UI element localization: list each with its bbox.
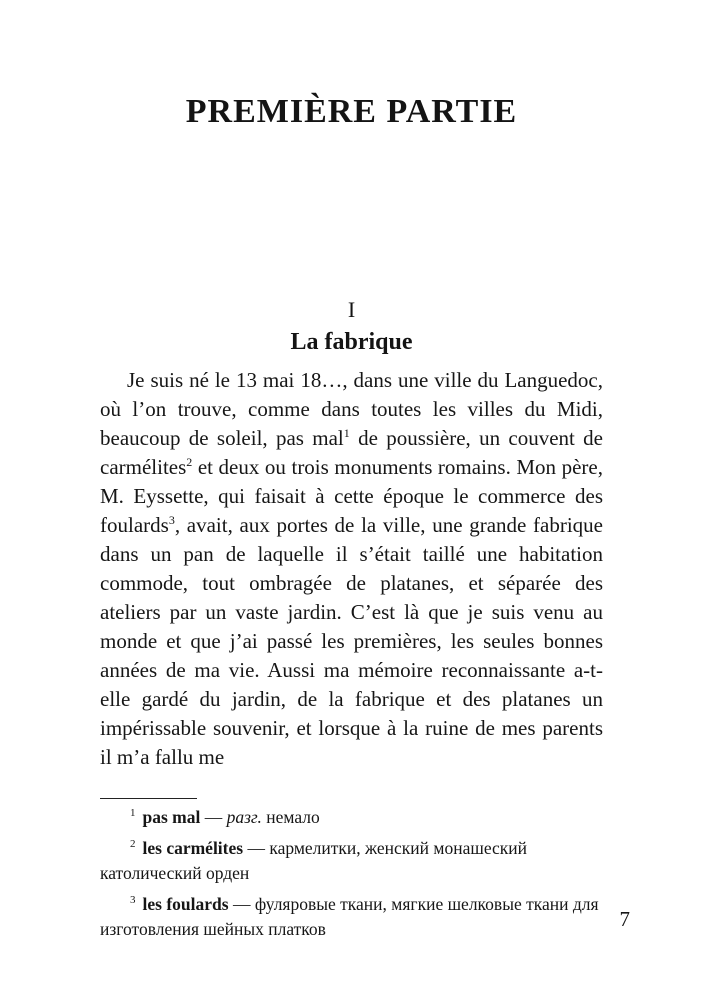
- footnote-text: фуляровые ткани, мягкие шелковые ткани для изготовления шейных платков: [100, 894, 599, 939]
- footnote-marker: 3: [130, 894, 136, 907]
- footnote-separator: [100, 798, 197, 799]
- footnote-lang-label: разг.: [226, 807, 262, 827]
- footnote-2: [100, 836, 603, 886]
- footnote-text: немало: [261, 807, 320, 827]
- page-number: 7: [619, 907, 630, 931]
- part-title: PREMIÈRE PARTIE: [185, 93, 518, 130]
- body-text-segment: et deux ou trois monuments romains. Mon père, M. Eyssette, qui faisait à cette époque le commerce des foulards: [100, 455, 603, 537]
- chapter-number: I: [347, 297, 356, 322]
- footnote-3: [100, 892, 603, 942]
- body-paragraph: [100, 366, 603, 772]
- footnote-ref-3: 3: [168, 513, 175, 527]
- footnote-dash: —: [200, 807, 227, 827]
- chapter-title: La fabrique: [290, 329, 413, 355]
- footnote-text: кармелитки, женский монашеский католический орден: [100, 838, 528, 883]
- footnote-dash: —: [243, 838, 270, 858]
- footnote-ref-1: 1: [343, 426, 350, 440]
- body-text-segment: de poussière, un couvent de carmélites: [100, 426, 604, 479]
- footnote-marker: 2: [130, 838, 136, 851]
- footnote-marker: 1: [130, 807, 136, 820]
- footnote-term: les carmélites: [142, 838, 244, 858]
- footnote-1: [100, 805, 603, 830]
- footnote-ref-2: 2: [186, 455, 193, 469]
- body-text-segment: , avait, aux portes de la ville, une grande fabrique dans un pan de laquelle il s’était taillé une habitation commode, tout ombragée de platanes, et séparée des ateliers par un vaste jardin. C’est là que je suis venu au monde et que j’ai passé les premières, les seules bonnes années de ma vie. Aussi ma mémoire reconnaissante a-t-elle gardé du jardin, de la fabrique et des platanes un impérissable souvenir, et lorsque à la ruine de mes parents il m’a fallu me: [100, 513, 603, 769]
- footnotes-section: [100, 798, 603, 942]
- footnote-term: les foulards: [142, 894, 229, 914]
- footnote-dash: —: [228, 894, 255, 914]
- footnote-term: pas mal: [142, 807, 201, 827]
- body-text-segment: Je suis né le 13 mai 18…, dans une ville du Languedoc, où l’on trouve, comme dans toutes les villes du Midi, beaucoup de soleil, pas mal: [100, 368, 603, 450]
